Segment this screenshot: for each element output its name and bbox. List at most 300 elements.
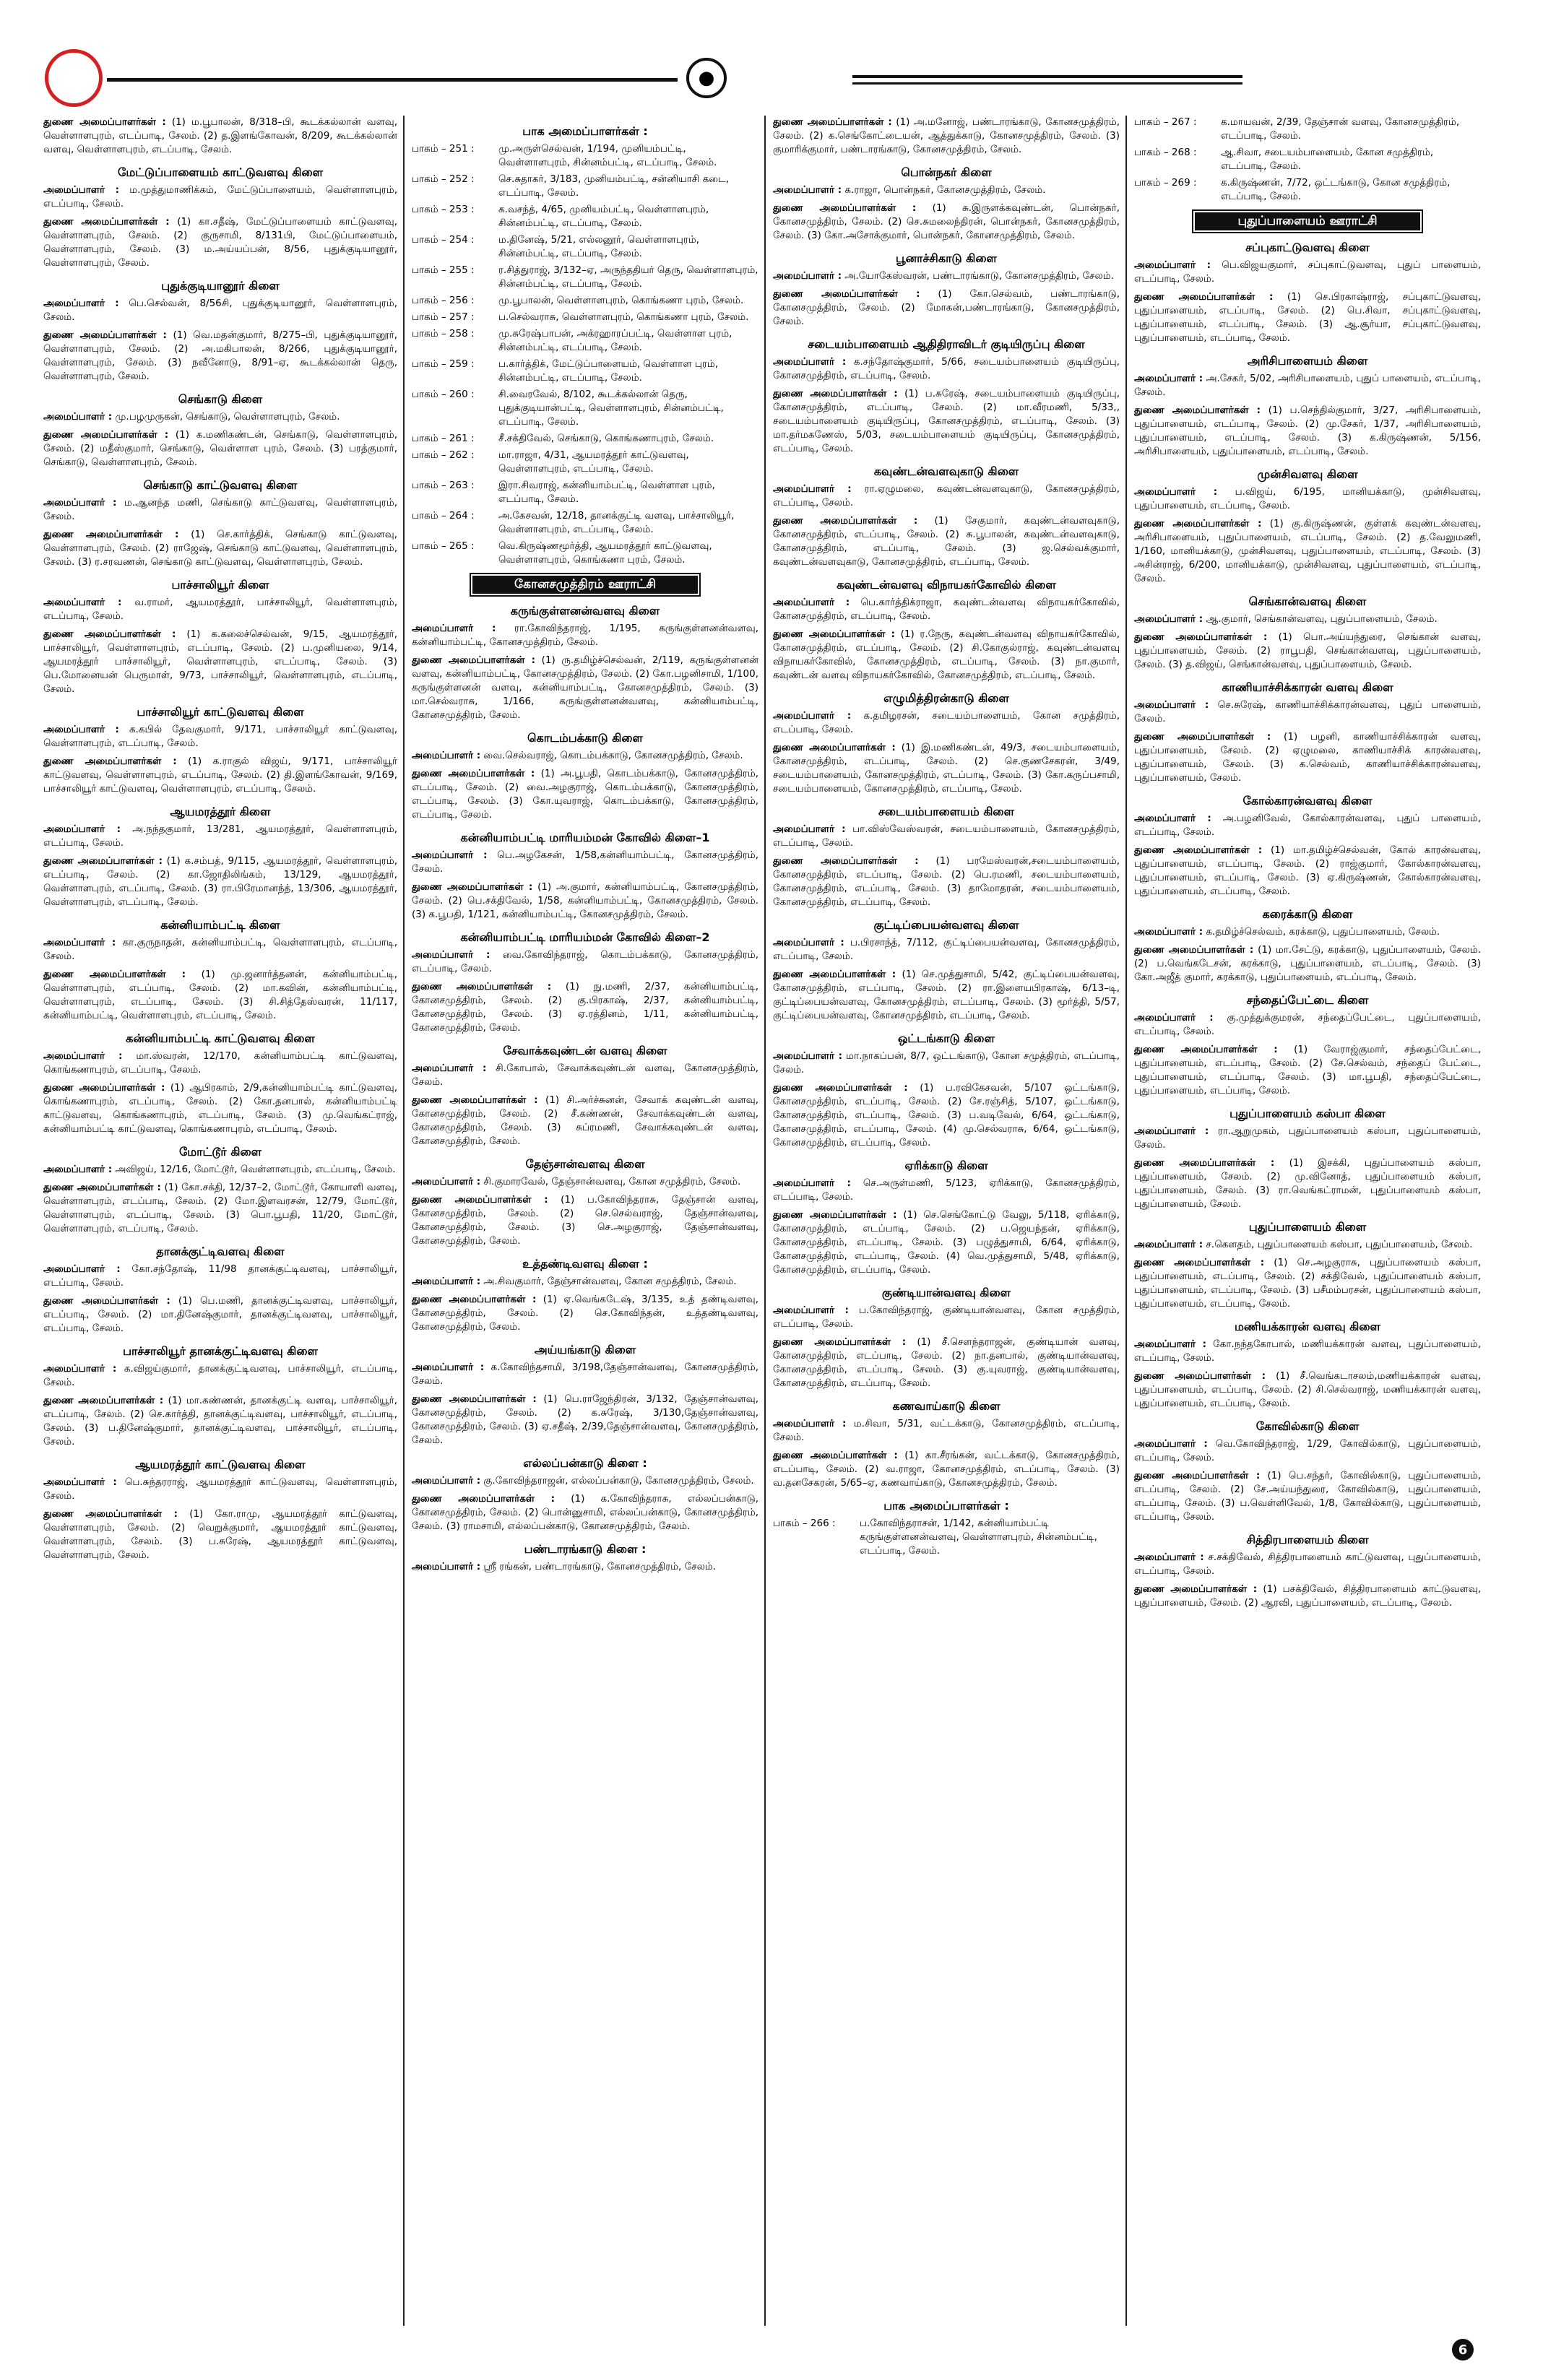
organizer-entry [43, 723, 397, 750]
article-columns [43, 116, 1488, 2326]
organizer-names: மு.பழமுருகன், செங்காடு, வெள்ளாளபுரம், சேலம். [115, 411, 340, 423]
organizer-names: ரா.ஏழுமலை, கவுண்டன்வளவுகாடு, கோனசமுத்திரம், எடப்பாடி, சேலம். [773, 483, 1120, 509]
organizer-names: (1) கோ.செல்வம், பண்டாரங்காடு, கோனசமுத்திரம், சேலம். (2) மோகன்,பண்டாரங்காடு, கோனசமுத்திரம், சேலம். [773, 288, 1120, 327]
organizer-names: (1) க.ராகுல் விஜய், 9/171, பாச்சாலியூர் காட்டுவளவு, வெள்ளாளபுரம், எடப்பாடி, சேலம். (2) தி.இளங்கோவன், 9/169, பாச்சாலியூர் காட்டுவளவு, வெள்ளாளபுரம், எடப்பாடி, சேலம். [43, 756, 397, 795]
organizer-entry [1134, 1156, 1481, 1211]
role-label: அமைப்பாளர் : [773, 823, 846, 835]
organizer-names: (1) மா.சேட்டு, கரக்காடு, புதுப்பாளையம், சேலம். (2) ப.வெங்கடேசன், கரக்காடு, புதுப்பாளையம், எடப்பாடி, சேலம். (3) கோ.அஜீத் குமார், கரக்காடு, புதுப்பாளையம், எடப்பாடி, சேலம். [1134, 944, 1481, 983]
section-heading: செங்காடு காட்டுவளவு கிளை [143, 478, 298, 492]
role-label: அமைப்பாளர் : [412, 1063, 487, 1074]
organizer-entry [43, 428, 397, 469]
section-heading: எல்லப்பன்காடு கிளை : [523, 1456, 647, 1470]
organizer-names: (1) இ.மணிகண்டன், 49/3, சடையம்பாளையம், கோனசமுத்திரம், எடப்பாடி, சேலம். (2) செ.குணசேகரன், 3/49, சடையம்பாளையம், கோனசமுத்திரம், எடப்பாடி, சேலம். (3) கோ.கருப்பசாமி, சடையம்பாளையம், கோனசமுத்திரம், எடப்பாடி, சேலம். [773, 742, 1120, 795]
role-label: துணை அமைப்பாளர்கள் : [1134, 1370, 1266, 1382]
organizer-entry [1134, 1125, 1481, 1152]
organizer-entry [773, 1417, 1120, 1445]
role-label: அமைப்பாளர் : [1134, 613, 1203, 625]
section-heading: அரிசிபாளையம் கிளை [1247, 354, 1368, 368]
organizer-names: (1) ப.செந்தில்குமார், 3/27, அரிசிபாளையம், புதுப்பாளையம், எடப்பாடி, சேலம். (2) மு.சேகர், 1/37, அரிசிபாளையம், புதுப்பாளையம், எடப்பாடி, சேலம். (3) க.கிருஷ்ணன், 5/156, அரிசிபாளையம், புதுப்பாளையம், எடப்பாடி, சேலம். [1134, 404, 1481, 457]
section-heading: கணவாய்காடு கிளை [892, 1399, 1000, 1413]
booth-row [412, 142, 758, 170]
booth-label: பாகம் – 251 : [412, 143, 475, 155]
organizer-entry [1134, 1238, 1481, 1252]
organizer-names: மா.நாகப்பன், 8/7, ஒட்டங்காடு, கோன சமுத்திரம், எடப்பாடி, சேலம். [773, 1050, 1120, 1076]
organizer-names: (1) சீ.செளந்தராஜன், குண்டியான் வளவு, கோனசமுத்திரம், எடப்பாடி, சேலம். (2) நா.தனபால், குண்டியான்வளவு, கோனசமுத்திரம், எடப்பாடி, சேலம். (3) கு.யுவராஜ், குண்டியான்வளவு, கோனசமுத்திரம், எடப்பாடி, சேலம். [773, 1336, 1120, 1389]
section-heading: முன்சிவளவு கிளை [1257, 467, 1358, 481]
organizer-entry [43, 496, 397, 524]
role-label: அமைப்பாளர் : [1134, 1552, 1204, 1563]
organizer-entry [43, 297, 397, 324]
role-label: அமைப்பாளர் : [43, 1476, 117, 1488]
organizer-names: அவிஜய், 12/16, மோட்டூர், வெள்ளாளபுரம், எடப்பாடி, சேலம். [115, 1164, 396, 1175]
page-number: 6 [1452, 2339, 1474, 2360]
organizer-names: (1) ப.கோவிந்தராசு, தேஞ்சான் வளவு, கோனசமுத்திரம், சேலம். (2) செ.செல்வராஜ், தேஞ்சான்வளவு, கோனசமுத்திரம், சேலம். (3) செ.அழகுராஜ், தேஞ்சான்வளவு, கோனசமுத்திரம், சேலம். [412, 1194, 758, 1247]
section-heading: ஆயமரத்தூர் காட்டுவளவு கிளை [135, 1458, 306, 1471]
section-heading: பொன்நகர் கிளை [901, 165, 992, 179]
organizer-entry [43, 1050, 397, 1077]
organizer-names: ச.கௌதம், புதுப்பாளையம் கஸ்பா, புதுப்பாளையம், சேலம். [1206, 1239, 1473, 1250]
organizer-entry [1134, 1043, 1481, 1098]
header-circle-ornament [45, 49, 103, 107]
organizer-entry [773, 1304, 1120, 1331]
role-label: துணை அமைப்பாளர்கள் : [43, 756, 177, 767]
section-heading: ஆயமரத்தூர் கிளை [170, 805, 271, 818]
organizer-entry [412, 1560, 758, 1574]
organizer-entry [773, 854, 1120, 909]
organizer-names: வை.கோவிந்தராஜ், கொடம்பக்காடு, கோனசமுத்திரம், எடப்பாடி, சேலம். [412, 949, 758, 974]
panchayat-banner: புதுப்பாளையம் ஊராட்சி [1193, 211, 1422, 232]
role-label: துணை அமைப்பாளர்கள் : [43, 116, 166, 128]
organizer-entry [43, 1507, 397, 1562]
booth-organizer: க.கிருஷ்ணன், 7/72, ஒட்டங்காடு, கோன சமுத்திரம், எடப்பாடி, சேலம். [1221, 177, 1451, 202]
organizer-names: க.தமிழ்ச்செல்வம், கரக்காடு, புதுப்பாளையம், சேலம். [1206, 926, 1440, 938]
booth-label: பாகம் – 256 : [412, 295, 475, 306]
column-3 [773, 116, 1120, 2326]
booth-label: பாகம் – 269 : [1134, 177, 1197, 189]
role-label: அமைப்பாளர் : [1134, 1125, 1209, 1137]
role-label: அமைப்பாளர் : [43, 937, 116, 948]
role-label: துணை அமைப்பாளர்கள் : [773, 1450, 898, 1461]
booth-row [412, 449, 758, 476]
organizer-entry [1134, 1369, 1481, 1411]
booth-label: பாகம் – 253 : [412, 204, 475, 215]
section-heading: கோவில்காடு கிளை [1255, 1419, 1360, 1433]
organizer-names: க.ராஜா, பொன்நகர், கோனசமுத்திரம், சேலம். [844, 184, 1046, 196]
organizer-entry [412, 1175, 758, 1189]
booth-label: பாகம் – 258 : [412, 328, 475, 339]
organizer-names: சி.குமாரவேல், தேஞ்சான்வளவு, கோன சமுத்திரம், சேலம். [483, 1176, 741, 1187]
organizer-entry [1134, 290, 1481, 345]
organizer-entry [412, 1193, 758, 1248]
section-heading: கன்னியாம்பட்டி மாரியம்மன் கோவில் கிளை–2 [460, 930, 710, 944]
booth-label: பாகம் – 268 : [1134, 147, 1197, 158]
organizer-names: ப.பிரசாந்த், 7/112, குட்டிப்பையன்வளவு, கோனசமுத்திரம், எடப்பாடி, சேலம். [773, 937, 1120, 962]
booth-organizer: ப.செல்வராசு, வெள்ளாளபுரம், கொங்கணா புரம், சேலம். [498, 311, 749, 323]
section-heading: பாச்சாலியூர் காட்டுவளவு கிளை [137, 705, 304, 719]
organizer-names: (1) பசக்திவேல், சித்திரபாளையம் காட்டுவளவு, புதுப்பாளையம், சேலம். (2) ஆரவி, புதுப்பாளையம், எடப்பாடி, சேலம். [1134, 1583, 1481, 1609]
role-label: துணை அமைப்பாளர்கள் : [1134, 631, 1268, 643]
section-heading: சேவாக்கவுண்டன் வளவு கிளை [503, 1044, 667, 1057]
organizer-entry [773, 1208, 1120, 1277]
section-heading: ஒட்டங்காடு கிளை [897, 1031, 995, 1045]
role-label: துணை அமைப்பாளர்கள் : [773, 388, 898, 399]
organizer-names: (1) ரு.தமிழ்ச்செல்வன், 2/119, கருங்குள்ளனன் வளவு, கன்னியாம்பட்டி, கோனசமுத்திரம், சேலம். (2) கோ.பழனிசாமி, 1/100, கருங்குள்ளனன் வளவு, கன்னியாம்பட்டி, கோனசமுத்திரம், சேலம். (3) மா.செல்வராசு, 1/166, கருங்குள்ளனன்வளவு, கன்னியாம்பட்டி, கோனசமுத்திரம், சேலம். [412, 654, 758, 721]
organizer-entry [412, 1393, 758, 1448]
organizer-names: (1) வெ.மதன்குமார், 8/275–பி, புதுக்குடியானூர், வெள்ளாளபுரம், சேலம். (2) அ.மகிபாலன், 8/266, புதுக்குடியானூர், வெள்ளாளபுரம், சேலம். (3) நவீனோடு, 8/91–ஏ, கூடக்கல்லான் தெரு, வெள்ளாளபுரம், சேலம். [43, 329, 397, 382]
section-heading: காணியாச்சிக்காரன் வளவு கிளை [1222, 680, 1393, 694]
organizer-names: (1) கு.கிருஷ்ணன், குள்ளக் கவுண்டன்வளவு, அரிசிபாளையம், புதுப்பாளையம், எடப்பாடி, சேலம். (2) த.வேலுமணி, 1/160, மானியக்காடு, முன்சிவளவு, புதுப்பாளையம், எடப்பாடி, சேலம். (3) அசின்ராஜ், 6/200, மானியக்காடு, முன்சிவளவு, புதுப்பாளையம், எடப்பாடி, சேலம். [1134, 518, 1481, 584]
organizer-names: அ.நந்தகுமார், 13/281, ஆயமரத்தூர், வெள்ளாளபுரம், எடப்பாடி, சேலம். [43, 823, 397, 849]
organizer-entry [412, 1492, 758, 1533]
booth-organizer: ப.கோவிந்தராசன், 1/142, கன்னியாம்பட்டி கருங்குள்ளனன்வளவு, வெள்ளாளபுரம், சின்னம்பட்டி, எடப்பாடி, சேலம். [860, 1518, 1097, 1557]
organizer-names: அ.பழனிவேல், கோல்காரன்வளவு, புதுப் பாளையம், எடப்பாடி, சேலம். [1134, 813, 1481, 838]
section-heading: சந்தைப்பேட்டை கிளை [1246, 993, 1369, 1007]
organizer-names: (1) சீ.வெங்கடாசலம்,மணியக்காரன் வளவு, புதுப்பாளையம், எடப்பாடி, சேலம். (2) சி.செல்வராஜ், மணியக்காரன் வளவு, புதுப்பாளையம், எடப்பாடி, சேலம். [1134, 1370, 1481, 1409]
organizer-entry [412, 767, 758, 822]
organizer-entry [43, 628, 397, 696]
section-heading: கன்னியாம்பட்டி மாரியம்மன் கோவில் கிளை–1 [460, 831, 710, 844]
booth-label: பாகம் – 262 : [412, 449, 475, 461]
organizer-entry [1134, 844, 1481, 899]
role-label: துணை அமைப்பாளர்கள் : [1134, 1583, 1258, 1595]
booth-row [1134, 146, 1481, 173]
organizer-names: ரா.கோவிந்தராஜ், 1/195, கருங்குள்ளனன்வளவு, கன்னியாம்பட்டி, கோனசமுத்திரம், சேலம். [412, 623, 758, 648]
header-rule [852, 82, 1242, 85]
booth-label: பாகம் – 255 : [412, 264, 475, 276]
section-heading: கன்னியாம்பட்டி காட்டுவளவு கிளை [126, 1031, 315, 1045]
organizer-names: (1) ஆபிரகாம், 2/9,கன்னியாம்பட்டி காட்டுவளவு, கொங்கணாபுரம், எடப்பாடி, சேலம். (2) கோ.தனபால், கன்னியாம்பட்டி காட்டுவளவு, கொங்கணாபுரம், எடப்பாடி, சேலம். (3) மு.வெங்கட்ராஜ், கன்னியாம்பட்டி காட்டுவளவு, கொங்கணாபுரம், எடப்பாடி, சேலம். [43, 1082, 397, 1135]
role-label: அமைப்பாளர் : [773, 1418, 847, 1429]
organizer-entry [43, 755, 397, 796]
organizer-names: அ.சிவகுமார், தேஞ்சான்வளவு, கோன சமுத்திரம், சேலம். [483, 1276, 737, 1287]
booth-row [412, 388, 758, 429]
role-label: துணை அமைப்பாளர்கள் : [412, 768, 535, 779]
role-label: அமைப்பாளர் : [1134, 1438, 1208, 1450]
organizer-entry [43, 1476, 397, 1503]
elephant-logo-icon: ● [686, 58, 727, 98]
section-heading: கொடம்பக்காடு கிளை [527, 731, 643, 745]
booth-organizer: ப.கார்த்திக், மேட்டுப்பாளையம், வெள்ளாள புரம், சின்னம்பட்டி, எடப்பாடி, சேலம். [498, 358, 719, 384]
section-heading: சடையம்பாளையம் கிளை [878, 805, 1015, 818]
organizer-entry [43, 854, 397, 909]
section-heading: கவுண்டன்வளவுகாடு கிளை [873, 464, 1019, 478]
booth-row [412, 358, 758, 385]
organizer-names: (1) ர.நேரு, கவுண்டன்வளவு விநாயகர்கோவில், கோனசமுத்திரம், எடப்பாடி, சேலம். (2) சி.கோகுல்ராஜ், கவுண்டன்வளவு விநாயகர்கோவில், கோனசமுத்திரம், எடப்பாடி, சேலம். (3) நா.குமார், கவுண்டன் வளவு விநாயகர்கோவில், கோனசமுத்திரம், எடப்பாடி, சேலம். [773, 628, 1120, 681]
organizer-names: (1) அ.பூபதி, கொடம்பக்காடு, கோனசமுத்திரம், எடப்பாடி, சேலம். (2) வை.அழகுராஜ், கொடம்பக்காடு, கோனசமுத்திரம், எடப்பாடி, சேலம். (3) கோ.யுவராஜ், கொடம்பக்காடு, கோனசமுத்திரம், எடப்பாடி, சேலம். [412, 768, 758, 821]
organizer-names: வெ.கோவிந்தராஜ், 1/29, கோவில்காடு, புதுப்பாளையம், எடப்பாடி, சேலம். [1134, 1438, 1481, 1463]
organizer-entry [43, 1181, 397, 1236]
organizer-entry [43, 1394, 397, 1449]
section-heading: பாச்சாலியூர் தானக்குட்டிவளவு கிளை [123, 1344, 318, 1358]
booth-row [412, 311, 758, 324]
organizer-entry [43, 1163, 397, 1177]
organizer-entry [773, 1336, 1120, 1390]
organizer-names: (1) நு.மணி, 2/37, கன்னியாம்பட்டி, கோனசமுத்திரம், சேலம். (2) கு.பிரகாஷ், 2/37, கன்னியாம்பட்டி, கோனசமுத்திரம், சேலம். (3) ஏ.ரத்தினம், 1/11, கன்னியாம்பட்டி, கோனசமுத்திரம், சேலம். [412, 981, 758, 1034]
role-label: அமைப்பாளர் : [43, 1263, 121, 1275]
organizer-entry [1134, 631, 1481, 672]
organizer-entry [773, 287, 1120, 329]
booth-organizer: வெ.கிருஷ்ணமூர்த்தி, ஆயமரத்தூர் காட்டுவளவு, வெள்ளாளபுரம், கொங்கணா புரம், சேலம். [498, 540, 712, 566]
section-heading: பண்டாரங்காடு கிளை : [524, 1542, 647, 1556]
organizer-entry [1134, 404, 1481, 459]
role-label: துணை அமைப்பாளர்கள் : [412, 1393, 537, 1405]
role-label: துணை அமைப்பாளர்கள் : [773, 116, 892, 128]
role-label: துணை அமைப்பாளர்கள் : [412, 981, 552, 992]
section-heading: உத்தண்டிவளவு கிளை : [522, 1257, 648, 1271]
role-label: துணை அமைப்பாளர்கள் : [773, 1209, 897, 1221]
booth-organizer: இரா.சிவராஜ், கன்னியாம்பட்டி, வெள்ளாள புரம், எடப்பாடி, சேலம். [498, 480, 715, 505]
column-1 [43, 116, 397, 2326]
organizer-names: (1) மு.ஜனார்த்தனன், கன்னியாம்பட்டி, வெள்ளாளபுரம், எடப்பாடி, சேலம். (2) மா.கவின், கன்னியாம்பட்டி, வெள்ளாளபுரம், எடப்பாடி, சேலம். (3) சி.சித்தேஸ்வரன், 11/117, கன்னியாம்பட்டி, வெள்ளாளபுரம், எடப்பாடி, சேலம். [43, 969, 397, 1021]
role-label: துணை அமைப்பாளர்கள் : [773, 1336, 907, 1348]
role-label: அமைப்பாளர் : [773, 937, 844, 948]
organizer-names: ப.விஜய், 6/195, மானியக்காடு, முன்சிவளவு, புதுப்பாளையம், எடப்பாடி, சேலம். [1134, 486, 1481, 511]
role-label: அமைப்பாளர் : [773, 184, 842, 196]
organizer-entry [43, 968, 397, 1023]
role-label: அமைப்பாளர் : [773, 483, 852, 495]
booth-label: பாகம் – 259 : [412, 358, 475, 370]
section-heading: சடையம்பாளையம் ஆதிதிராவிடர் குடியிருப்பு கிளை [808, 337, 1085, 351]
section-heading: புதுப்பாளையம் கஸ்பா கிளை [1229, 1107, 1386, 1120]
organizer-entry [1134, 925, 1481, 939]
organizer-names: (1) செ.முத்துசாமி, 5/42, குட்டிப்பையன்வளவு, கோனசமுத்திரம், எடப்பாடி, சேலம். (2) ரா.இளையபிரகாஷ், 6/13–டி, குட்டிப்பையன்வளவு, கோனசமுத்திரம், எடப்பாடி, சேலம். (3) மூர்த்தி, 5/57, குட்டிப்பையன்வளவு, கோனசமுத்திரம், எடப்பாடி, சேலம். [773, 969, 1120, 1021]
role-label: துணை அமைப்பாளர்கள் : [1134, 518, 1262, 529]
role-label: அமைப்பாளர் : [773, 356, 847, 368]
role-label: துணை அமைப்பாளர்கள் : [773, 855, 919, 867]
organizer-names: கா.குருநாதன், கன்னியாம்பட்டி, வெள்ளாளபுரம், எடப்பாடி, சேலம். [43, 937, 397, 962]
booth-label: பாகம் – 252 : [412, 173, 475, 185]
booth-label: பாகம் – 254 : [412, 234, 475, 246]
organizer-names: செ.அருள்மணி, 5/123, ஏரிக்காடு, கோனசமுத்திரம், எடப்பாடி, சேலம். [773, 1177, 1120, 1203]
organizer-entry [773, 968, 1120, 1023]
organizer-entry [773, 709, 1120, 737]
organizer-entry [773, 514, 1120, 569]
role-label: அமைப்பாளர் : [412, 1176, 481, 1187]
role-label: அமைப்பாளர் : [412, 750, 481, 761]
section-heading: புதுப்பாளையம் கிளை [1248, 1220, 1367, 1234]
organizer-names: (1) மா.தமிழ்ச்செல்வன், கோல் காரன்வளவு, புதுப்பாளையம், எடப்பாடி, சேலம். (2) ராஜ்குமார், கோல்காரன்வளவு, புதுப்பாளையம், எடப்பாடி, சேலம். (3) ஏ.கிருஷ்ணன், கோல்காரன்வளவு, புதுப்பாளையம், எடப்பாடி, சேலம். [1134, 844, 1481, 897]
organizer-entry [412, 654, 758, 722]
booth-organizer: க.மாயவன், 2/39, தேஞ்சான் வளவு, கோனசமுத்திரம், எடப்பாடி, சேலம். [1221, 116, 1460, 142]
organizer-names: (1) செ.செங்கோட்டு வேலு, 5/118, ஏரிக்காடு, கோனசமுத்திரம், எடப்பாடி, சேலம். (2) ப.ஜெயந்தன், ஏரிக்காடு, கோனசமுத்திரம், எடப்பாடி, சேலம். (3) பழுத்துசாமி, 6/64, ஏரிக்காடு, கோனசமுத்திரம், எடப்பாடி, சேலம். (4) வெ.முத்துசாமி, 5/48, ஏரிக்காடு, கோனசமுத்திரம், எடப்பாடி, சேலம். [773, 1209, 1120, 1276]
organizer-entry [412, 622, 758, 649]
role-label: துணை அமைப்பாளர்கள் : [1134, 1044, 1278, 1055]
organizer-names: (1) ம.பூபாலன், 8/318–பி, கூடக்கல்லான் வளவு, வெள்ளாளபுரம், எடப்பாடி, சேலம். (2) த.இளங்கோவன், 8/209, கூடக்கல்லான் வளவு, வெள்ளாளபுரம், எடப்பாடி, சேலம். [43, 116, 397, 155]
organizer-entry [1134, 698, 1481, 726]
role-label: துணை அமைப்பாளர்கள் : [412, 1493, 556, 1505]
booth-organizer: மா.ராஜா, 4/31, ஆயமரத்தூர் காட்டுவளவு, வெள்ளாளபுரம், எடப்பாடி, சேலம். [498, 449, 689, 475]
role-label: துணை அமைப்பாளர்கள் : [1134, 844, 1263, 856]
organizer-names: (1) அ.குமார், கன்னியாம்பட்டி, கோனசமுத்திரம், சேலம். (2) பெ.சக்திவேல், 1/58, கன்னியாம்பட்டி, கோனசமுத்திரம், சேலம். (3) க.பூபதி, 1/121, கன்னியாம்பட்டி, கோனசமுத்திரம், சேலம். [412, 881, 758, 920]
organizer-names: (1) கா.சீரங்கன், வட்டக்காடு, கோனசமுத்திரம், எடப்பாடி, சேலம். (2) வ.ராஜா, கோனசமுத்திரம், எடப்பாடி, சேலம். (3) வ.தனசேகரன், 5/65–ஏ, கணவாய்காடு, கோனசமுத்திரம், சேலம். [773, 1450, 1120, 1489]
booth-label: பாகம் – 257 : [412, 311, 475, 323]
role-label: அமைப்பாளர் : [773, 270, 842, 282]
role-label: அமைப்பாளர் : [43, 184, 120, 196]
organizer-names: (1) க.கலைச்செல்வன், 9/15, ஆயமரத்தூர், பாச்சாலியூர், வெள்ளாளபுரம், எடப்பாடி, சேலம். (2) ப.முனியலை, 9/14, ஆயமரத்தூர் பாச்சாலியூர், வெள்ளாளபுரம், எடப்பாடி, சேலம். (3) பெ.மோனையன் பெருமாள், 9/73, பாச்சாலியூர், வெள்ளாளபுரம், எடப்பாடி, சேலம். [43, 628, 397, 695]
booth-label: பாகம் – 264 : [412, 510, 475, 522]
booth-organizer: ஆ.சிவா, சடையம்பாளையம், கோன சமுத்திரம், எடப்பாடி, சேலம். [1221, 147, 1434, 172]
organizer-entry [412, 749, 758, 763]
organizer-entry [1134, 485, 1481, 513]
role-label: துணை அமைப்பாளர்கள் : [43, 855, 163, 867]
organizer-entry [43, 596, 397, 623]
organizer-entry [412, 1275, 758, 1289]
role-label: அமைப்பாளர் : [1134, 259, 1211, 271]
role-label: அமைப்பாளர் : [1134, 813, 1211, 824]
role-label: அமைப்பாளர் : [43, 497, 117, 509]
organizer-names: (1) மா.கண்ணன், தானக்குட்டி வளவு, பாச்சாலியூர், எடப்பாடி, சேலம். (2) செ.கார்த்தி, தானக்குட்டிவளவு, பாச்சாலியூர், எடப்பாடி, சேலம். (3) ப.தினேஷ்குமார், தானக்குட்டிவளவு, பாச்சாலியூர், எடப்பாடி, சேலம். [43, 1395, 397, 1448]
booth-organizer: க.வசந்த், 4/65, முனியம்பட்டி, வெள்ளாளபுரம், சின்னம்பட்டி, எடப்பாடி, சேலம். [498, 204, 709, 229]
organizer-entry [412, 849, 758, 876]
organizer-names: (1) ப.சுரேஷ், சடையம்பாளையம் குடியிருப்பு, கோனசமுத்திரம், எடப்பாடி, சேலம். (2) மா.வீரமணி, 5/33,, சடையம்பாளையம் குடியிருப்பு, கோனசமுத்திரம், எடப்பாடி, சேலம். (3) மா.தர்மகணேஸ், 5/03, சடையம்பாளையம் குடியிருப்பு, கோனசமுத்திரம், எடப்பாடி, சேலம். [773, 388, 1120, 454]
role-label: துணை அமைப்பாளர்கள் : [43, 1395, 164, 1406]
section-heading: குண்டியான்வளவு கிளை [881, 1286, 1011, 1299]
role-label: துணை அமைப்பாளர்கள் : [1134, 1470, 1261, 1481]
organizer-entry [412, 880, 758, 922]
organizer-entry [773, 202, 1120, 243]
organizer-names: (1) சேகுமார், கவுண்டன்வளவுகாடு, கோனசமுத்திரம், எடப்பாடி, சேலம். (2) சு.பூபாலன், கவுண்டன்வளவுகாடு, கோனசமுத்திரம், எடப்பாடி, சேலம். (3) ஜ.செல்வக்குமார், கவுண்டன்வளவுகாடு, கோனசமுத்திரம், எடப்பாடி, சேலம். [773, 515, 1120, 568]
organizer-entry [1134, 517, 1481, 586]
organizer-names: (1) அ.மனோஜ், பண்டாரங்காடு, கோனசமுத்திரம், சேலம். (2) க.செங்கோட்டையன், ஆத்துக்காடு, கோனசமுத்திரம், சேலம். (3) குமாரிக்குமார், பண்டாரங்காடு, கோனசமுத்திரம், சேலம். [773, 116, 1120, 155]
organizer-entry [773, 628, 1120, 683]
organizer-entry [773, 1081, 1120, 1150]
role-label: துணை அமைப்பாளர்கள் : [412, 1294, 537, 1305]
booth-row [412, 233, 758, 261]
booth-organizer: மு.பூபாலன், வெள்ளாளபுரம், கொங்கணா புரம், சேலம். [498, 295, 744, 306]
role-label: அமைப்பாளர் : [412, 1362, 485, 1373]
role-label: துணை அமைப்பாளர்கள் : [43, 1508, 178, 1520]
role-label: அமைப்பாளர் : [773, 1304, 849, 1316]
organizer-names: ப.கோவிந்தராஜ், குண்டியான்வளவு, கோன சமுத்திரம், எடப்பாடி, சேலம். [773, 1304, 1120, 1330]
role-label: அமைப்பாளர் : [412, 1475, 481, 1487]
role-label: துணை அமைப்பாளர்கள் : [1134, 291, 1274, 303]
role-label: அமைப்பாளர் : [773, 597, 850, 608]
header-rule [107, 78, 678, 82]
booth-organizer: ர.சித்துராஜ், 3/132–ஏ, அருந்ததியர் தெரு, வெள்ளாளபுரம், சின்னம்பட்டி, எடப்பாடி, சேலம். [498, 264, 758, 290]
role-label: துணை அமைப்பாளர்கள் : [1134, 944, 1254, 956]
booth-row [773, 1517, 1120, 1558]
organizer-entry [1134, 613, 1481, 626]
role-label: அமைப்பாளர் : [43, 1363, 117, 1375]
booth-label: பாகம் – 265 : [412, 540, 475, 552]
role-label: துணை அமைப்பாளர்கள் : [43, 1295, 170, 1307]
organizer-names: (1) வேராஜ்குமார், சந்தைப்பேட்டை, புதுப்பாளையம், எடப்பாடி, சேலம். (2) சே.செல்வம், சந்தைப் பேட்டை, புதுப்பாளையம், எடப்பாடி, சேலம். (3) மா.பூபதி, சந்தைப்பேட்டை, புதுப்பாளையம், எடப்பாடி, சேலம். [1134, 1044, 1481, 1096]
section-heading: கவுண்டன்வளவு விநாயகர்கோவில் கிளை [837, 578, 1056, 592]
organizer-names: கோ.சந்தோஷ், 11/98 தானக்குட்டிவளவு, பாச்சாலியூர், எடப்பாடி, சேலம். [43, 1263, 397, 1289]
section-heading: மணியக்காரன் வளவு கிளை [1235, 1320, 1380, 1333]
role-label: அமைப்பாளர் : [43, 823, 121, 835]
booth-row [412, 294, 758, 308]
organizer-names: மா.ஸ்வரன், 12/170, கன்னியாம்பட்டி காட்டுவளவு, கொங்கணாபுரம், எடப்பாடி, சேலம். [43, 1050, 397, 1076]
organizer-entry [773, 741, 1120, 796]
section-heading: பாக அமைப்பாளர்கள் : [522, 124, 648, 138]
organizer-names: (1) க.கோவிந்தராசு, எல்லப்பன்காடு, கோனசமுத்திரம், சேலம். (2) பொன்னுசாமி, எல்லப்பன்காடு, கோனசமுத்திரம், சேலம். (3) ராமசாமி, எல்லப்பன்காடு, கோனசமுத்திரம், சேலம். [412, 1493, 758, 1532]
organizer-names: (1) செ.கார்த்திக், செங்காடு காட்டுவளவு, வெள்ளாளபுரம், சேலம். (2) ராஜேஷ், செங்காடு காட்டுவளவு, வெள்ளாளபுரம், சேலம். (3) ர.சரவணன், செங்காடு காட்டுவளவு, வெள்ளாளபுரம், சேலம். [43, 529, 397, 568]
role-label: துணை அமைப்பாளர்கள் : [43, 529, 179, 540]
organizer-names: (1) சி.அர்ச்சுனன், சேவாக் கவுண்டன் வளவு, கோனசமுத்திரம், சேலம். (2) சீ.கண்ணன், சேவாக்கவுண்டன் வளவு, கோனசமுத்திரம், சேலம். (3) சுப்ரமணி, சேவாக்கவுண்டன் வளவு, கோனசமுத்திரம், சேலம். [412, 1094, 758, 1147]
organizer-entry [773, 823, 1120, 850]
organizer-names: (1) கோ.சக்தி, 12/37–2, மோட்டூர், கோயாளி வளவு, வெள்ளாளபுரம், எடப்பாடி, சேலம். (2) மோ.இளவரசன், 12/79, மோட்டூர், வெள்ளாளபுரம், எடப்பாடி, சேலம். (3) பொ.பூபதி, 11/20, மோட்டூர், வெள்ளாளபுரம், எடப்பாடி, சேலம். [43, 1182, 397, 1234]
booth-row [412, 479, 758, 506]
organizer-names: அ.சேகர், 5/02, அரிசிபாளையம், புதுப் பாளையம், எடப்பாடி, சேலம். [1134, 373, 1481, 398]
section-heading: செங்காடு கிளை [178, 392, 263, 406]
organizer-names: க.கோவிந்தசாமி, 3/198,தேஞ்சான்வளவு, கோனசமுத்திரம், சேலம். [412, 1362, 758, 1387]
role-label: அமைப்பாளர் : [43, 411, 113, 423]
role-label: துணை அமைப்பாளர்கள் : [773, 515, 918, 527]
organizer-entry [43, 116, 397, 157]
role-label: துணை அமைப்பாளர்கள் : [43, 216, 170, 228]
organizer-names: கு.கோவிந்தராஜன், எல்லப்பன்காடு, கோனசமுத்திரம், சேலம். [483, 1475, 754, 1487]
organizer-entry [773, 355, 1120, 383]
section-heading: மேட்டுப்பாளையம் காட்டுவளவு கிளை [117, 165, 324, 179]
role-label: துணை அமைப்பாளர்கள் : [773, 1082, 908, 1094]
organizer-entry [43, 215, 397, 270]
organizer-names: (1) பரமேஸ்வரன்,சடையம்பாளையம், கோனசமுத்திரம், எடப்பாடி, சேலம். (2) பெ.ரமணி, சடையம்பாளையம், கோனசமுத்திரம், எடப்பாடி, சேலம். (3) தாமோதரன், சடையம்பாளையம், கோனசமுத்திரம், எடப்பாடி, சேலம். [773, 855, 1120, 908]
panchayat-banner: கோனசமுத்திரம் ஊராட்சி [471, 574, 699, 595]
booth-organizer: சி.வைரவேல், 8/102, கூடக்கல்லான் தெரு, புதுக்குடியான்பட்டி, வெள்ளாளபுரம், சின்னம்பட்டி, எடப்பாடி, சேலம். [498, 389, 724, 428]
section-heading: கோல்காரன்வளவு கிளை [1242, 794, 1373, 808]
organizer-names: செ.சுரேஷ், காணியாச்சிக்காரன்வளவு, புதுப் பாளையம், சேலம். [1134, 699, 1481, 724]
organizer-names: (1) செ.அழகுராசு, புதுப்பாளையம் கஸ்பா, புதுப்பாளையம், எடப்பாடி, சேலம். (2) சக்திவேல், புதுப்பாளையம் கஸ்பா, புதுப்பாளையம், எடப்பாடி, சேலம். (3) பசீமம்பரசன், புதுப்பாளையம் கஸ்பா, புதுப்பாளையம், எடப்பாடி, சேலம். [1134, 1257, 1481, 1310]
role-label: அமைப்பாளர் : [773, 1177, 851, 1189]
section-heading: சப்புகாட்டுவளவு கிளை [1245, 241, 1370, 254]
section-heading: தானக்குட்டிவளவு கிளை [156, 1245, 285, 1258]
organizer-entry [773, 269, 1120, 283]
organizer-entry [43, 1263, 397, 1290]
booth-organizer: சீ.சக்திவேல், செங்காடு, கொங்கணாபுரம், சேலம். [498, 433, 714, 444]
role-label: துணை அமைப்பாளர்கள் : [43, 628, 176, 640]
role-label: துணை அமைப்பாளர்கள் : [43, 1182, 161, 1193]
role-label: அமைப்பாளர் : [1134, 373, 1203, 384]
organizer-entry [773, 1177, 1120, 1204]
organizer-names: (1) பொ.அய்யந்துரை, செங்கான் வளவு, புதுப்பாளையம், சேலம். (2) ராபூபதி, செங்கான்வளவு, புதுப்பாளையம், சேலம். (3) த.விஜய், செங்கான்வளவு, புதுப்பாளையம், சேலம். [1134, 631, 1481, 670]
section-heading: செங்கான்வளவு கிளை [1248, 594, 1367, 608]
section-heading: பாக அமைப்பாளர்கள் : [883, 1499, 1009, 1513]
organizer-entry [412, 1062, 758, 1089]
role-label: துணை அமைப்பாளர்கள் : [773, 628, 895, 640]
role-label: துணை அமைப்பாளர்கள் : [43, 1082, 165, 1094]
booth-organizer: செ.சுதாகர், 3/183, முனியம்பட்டி, சன்னியாசி கடை, எடப்பாடி, சேலம். [498, 173, 730, 199]
booth-row [412, 432, 758, 446]
organizer-entry [43, 823, 397, 850]
organizer-names: பெ.செல்வன், 8/56சி, புதுக்குடியானூர், வெள்ளாளபுரம், சேலம். [43, 298, 397, 323]
organizer-entry [43, 1362, 397, 1390]
organizer-entry [43, 1081, 397, 1136]
organizer-entry [1134, 1469, 1481, 1524]
section-heading: புதுக்குடியானூர் கிளை [161, 279, 280, 293]
organizer-entry [773, 116, 1120, 157]
column-4 [1134, 116, 1481, 2326]
role-label: அமைப்பாளர் : [1134, 926, 1203, 938]
organizer-names: (1) ஏ.வெங்கடேஷ், 3/135, உத் தண்டிவளவு, கோனசமுத்திரம், சேலம். (2) செ.கோவிந்தன், உத்தண்டிவளவு, கோனசமுத்திரம், சேலம். [412, 1294, 758, 1333]
organizer-names: (1) க.மணிகண்டன், செங்காடு, வெள்ளாளபுரம், சேலம். (2) மதீஸ்குமார், செங்காடு, வெள்ளாள புரம், சேலம். (3) பரத்குமார், செங்காடு, வெள்ளாளபுரம், சேலம். [43, 429, 397, 468]
booth-label: பாகம் – 263 : [412, 480, 475, 491]
organizer-names: ம.சிவா, 5/31, வட்டக்காடு, கோனசமுத்திரம், எடப்பாடி, சேலம். [773, 1418, 1120, 1443]
organizer-names: பெ.கார்த்திக்ராஜா, கவுண்டன்வளவு விநாயகர்கோவில், கோனசமுத்திரம், எடப்பாடி, சேலம். [773, 597, 1120, 622]
role-label: அமைப்பாளர் : [412, 849, 488, 861]
role-label: அமைப்பாளர் : [412, 623, 496, 634]
organizer-names: (1) கோ.ராமு, ஆயமரத்தூர் காட்டுவளவு, வெள்ளாளபுரம், சேலம். (2) வெறுக்குமார், ஆயமரத்தூர் காட்டுவளவு, வெள்ளாளபுரம், சேலம். (3) ப.சுரேஷ், ஆயமரத்தூர் காட்டுவளவு, வெள்ளாளபுரம், சேலம். [43, 1508, 397, 1561]
section-heading: சித்திரபாளையம் கிளை [1246, 1533, 1369, 1546]
column-2 [412, 116, 758, 2326]
booth-organizer: மு.சுரேஷ்பாபன், அக்ரஹாரப்பட்டி, வெள்ளாள புரம், சின்னம்பட்டி, எடப்பாடி, சேலம். [498, 328, 732, 353]
organizer-entry [1134, 1256, 1481, 1311]
role-label: துணை அமைப்பாளர்கள் : [773, 742, 896, 753]
booth-row [412, 540, 758, 567]
section-heading: கரைக்காடு கிளை [1262, 907, 1353, 921]
organizer-names: க.கபில் தேவகுமார், 9/171, பாச்சாலியூர் காட்டுவளவு, வெள்ளாளபுரம், எடப்பாடி, சேலம். [43, 724, 397, 749]
booth-row [1134, 116, 1481, 143]
